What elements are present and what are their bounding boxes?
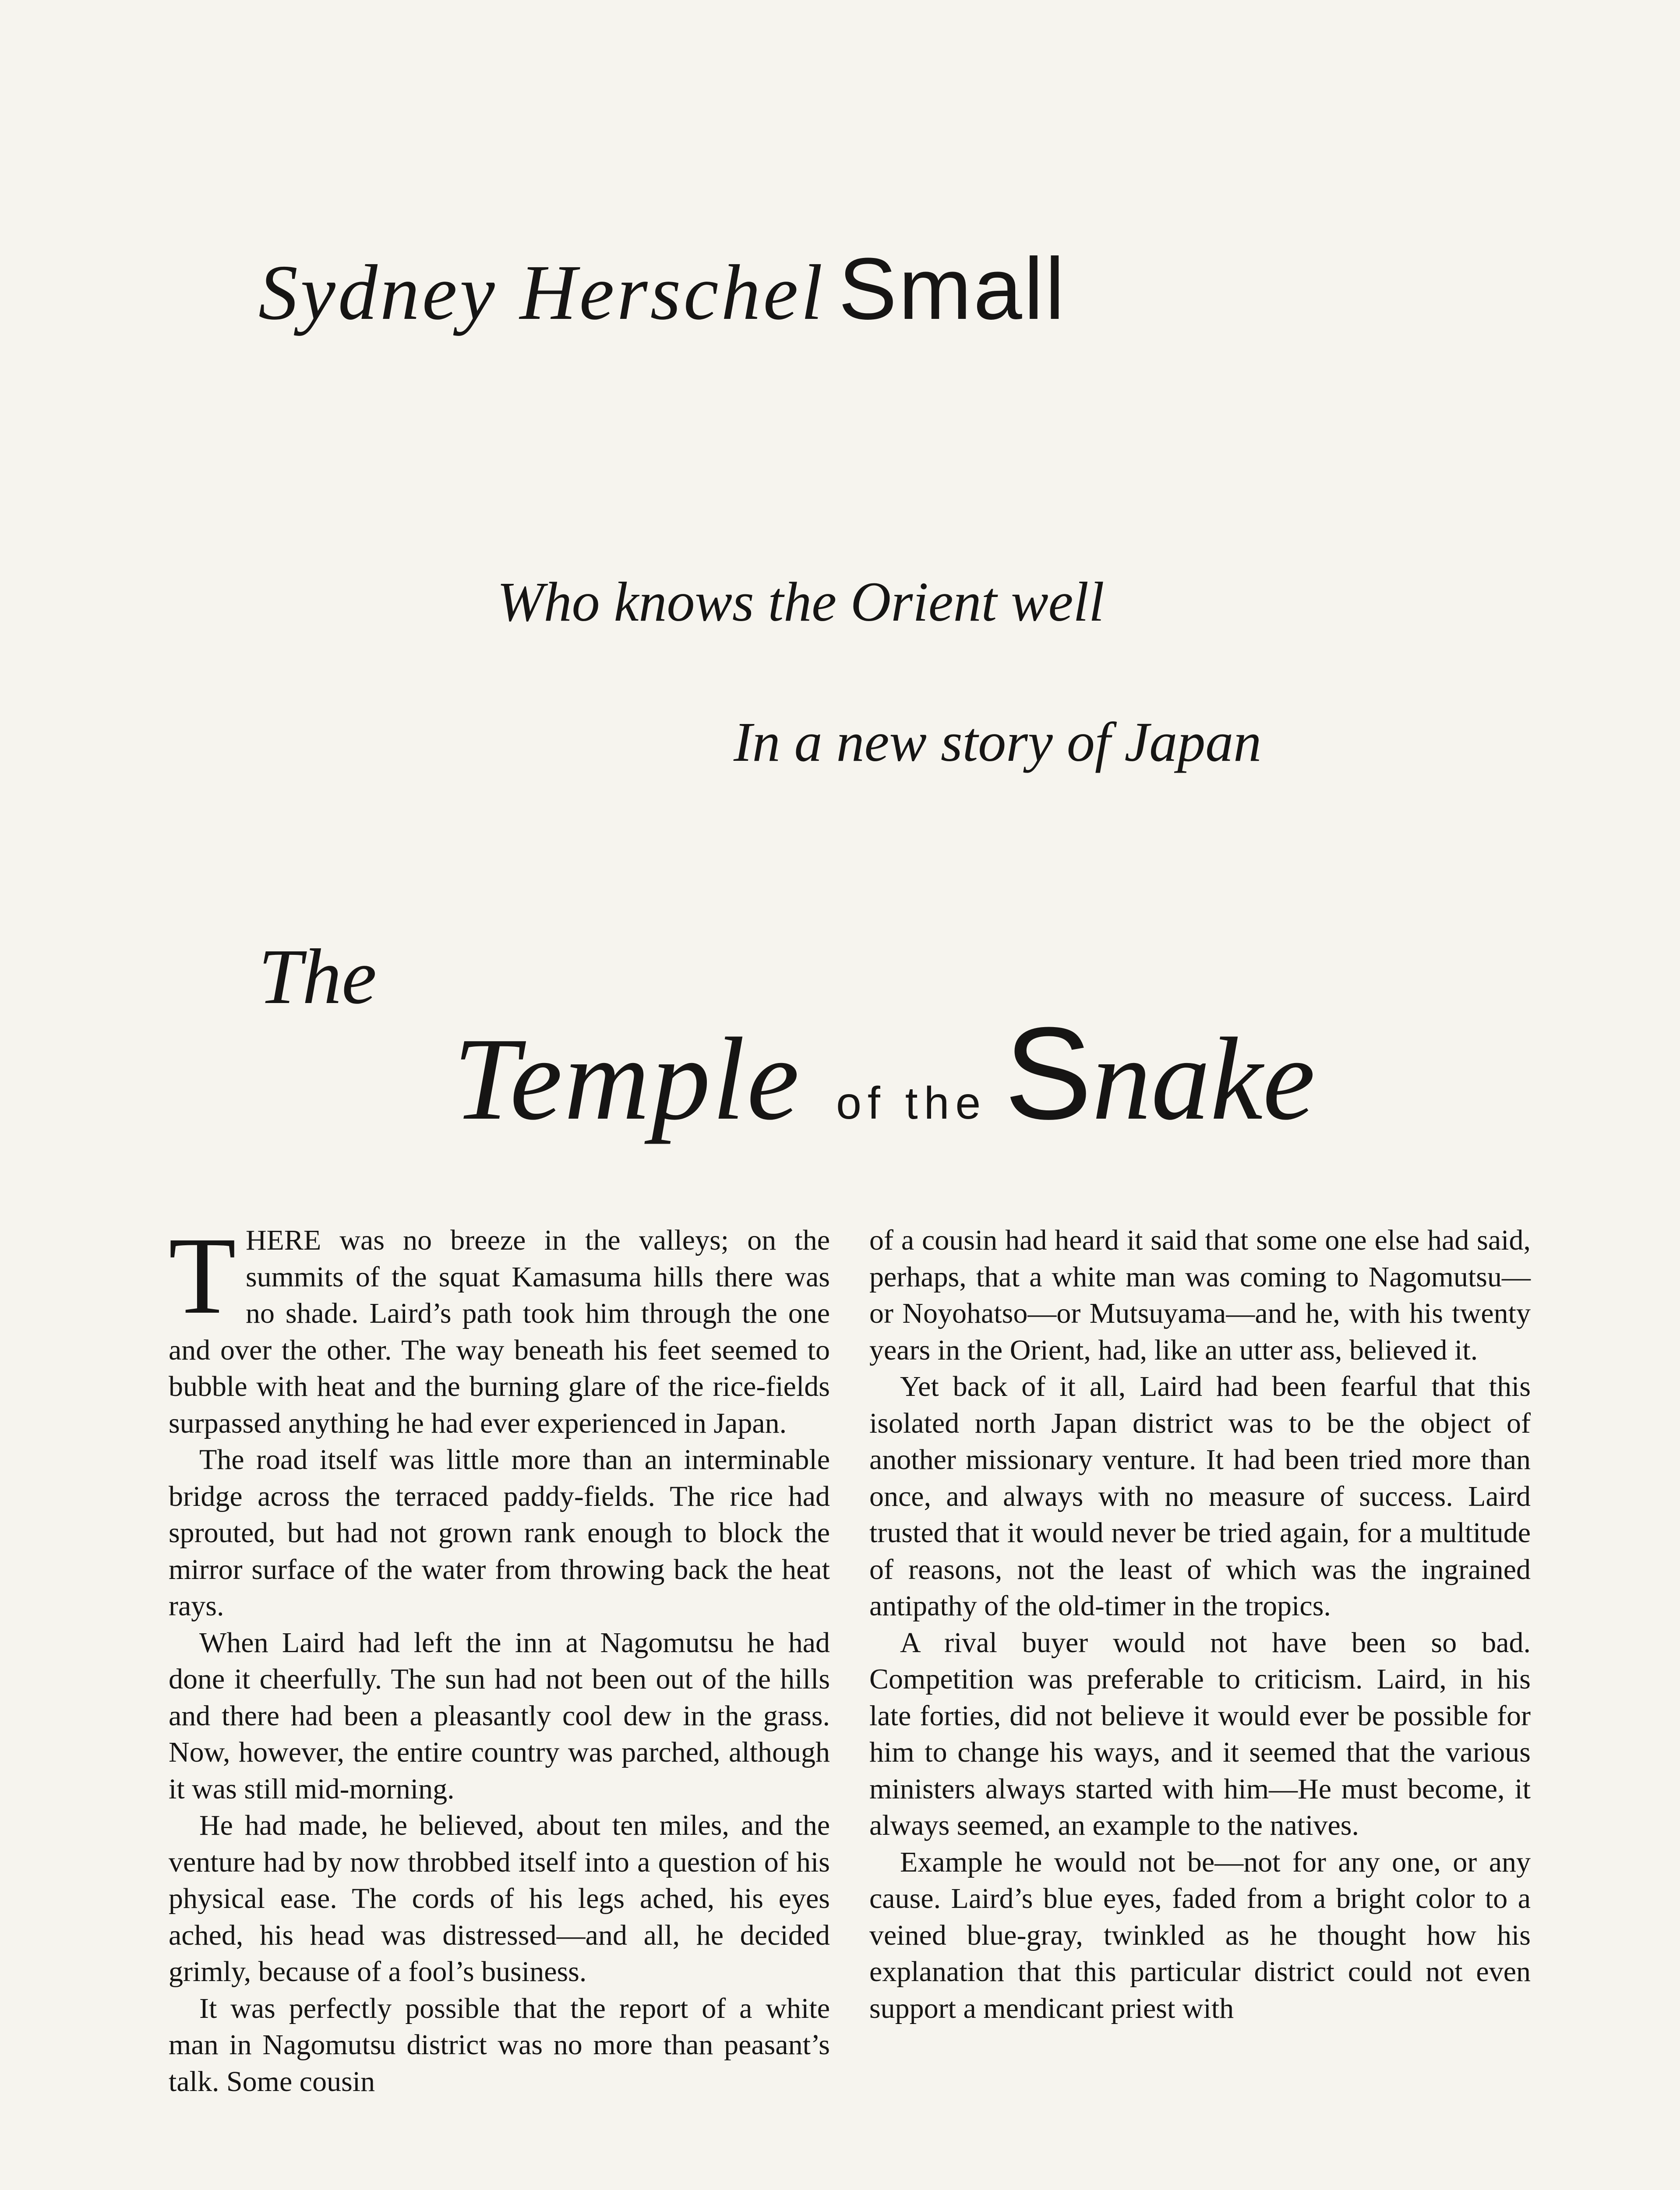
paragraph: Yet back of it all, Laird had been fearful that this isolated north Japan district was to be the object of another missionary venture. It had been tried more than once, and always with no measure of success. Laird trusted that it would never be tried again, for a multitude of reasons, not the least of which was the ingrained antipathy of the old-timer in the tropics. bbox=[869, 1371, 1531, 1622]
paragraph-text: HERE was no breeze in the valleys; on the summits of the squat Kamasuma hills there was no shade. Laird’s path took him through the one and over the other. The way beneath his feet seemed to bubble with heat and the burning glare of the rice-fields surpassed anything he had ever experienced in Japan. bbox=[169, 1224, 830, 1439]
tagline-orient: Who knows the Orient well bbox=[497, 571, 1105, 633]
paragraph: A rival buyer would not have been so bad. Competition was preferable to criticism. Laird, in his late forties, did not believe it would ever be possible for him to change his ways, and it seemed that the various ministers always started with him—He must become, it always seemed, an example to the natives. bbox=[869, 1626, 1531, 1841]
title-snake-initial: S bbox=[1004, 1000, 1092, 1147]
left-column bbox=[169, 1214, 830, 2100]
drop-cap: T bbox=[169, 1214, 236, 1337]
title-temple: Temple bbox=[453, 1014, 801, 1144]
paragraph bbox=[169, 1214, 830, 1441]
author-given-names: Sydney Herschel bbox=[258, 249, 826, 336]
paragraph: When Laird had left the inn at Nagomutsu he had done it cheerfully. The sun had not been out of the hills and there had been a pleasantly cool dew in the grass. Now, however, the entire country was parched, although it was still mid-morning. bbox=[169, 1626, 830, 1805]
title-of-the: of the bbox=[836, 1078, 987, 1129]
paragraph: of a cousin had heard it said that some one else had said, perhaps, that a white man was coming to Nagomutsu—or Noyohatso—or Mutsuyama—and he, with his twenty years in the Orient, had, like an utter ass, believed it. bbox=[869, 1224, 1531, 1366]
author-byline bbox=[258, 240, 1066, 338]
title-snake-rest: nake bbox=[1092, 1014, 1316, 1144]
story-title bbox=[453, 1000, 1316, 1147]
title-the: The bbox=[258, 933, 377, 1020]
paragraph: Example he would not be—not for any one, or any cause. Laird’s blue eyes, faded from a bright color to a veined blue-gray, twinkled as he thought how his explanation that this particular district could not even support a mendicant priest with bbox=[869, 1846, 1531, 2024]
paragraph: It was perfectly possible that the report of a white man in Nagomutsu district was no more than peasant’s talk. Some cousin bbox=[169, 1992, 830, 2098]
author-surname: Small bbox=[838, 240, 1066, 338]
paragraph: The road itself was little more than an interminable bridge across the terraced paddy-fields. The rice had sprouted, but had not grown rank enough to block the mirror surface of the water from throwing back the heat rays. bbox=[169, 1444, 830, 1622]
tagline-japan: In a new story of Japan bbox=[734, 711, 1262, 773]
right-column bbox=[869, 1222, 1531, 2027]
paragraph: He had made, he believed, about ten miles, and the venture had by now throbbed itself into a question of his physical ease. The cords of his legs ached, his eyes ached, his head was distressed—and all, he decided grimly, because of a fool’s business. bbox=[169, 1809, 830, 1988]
